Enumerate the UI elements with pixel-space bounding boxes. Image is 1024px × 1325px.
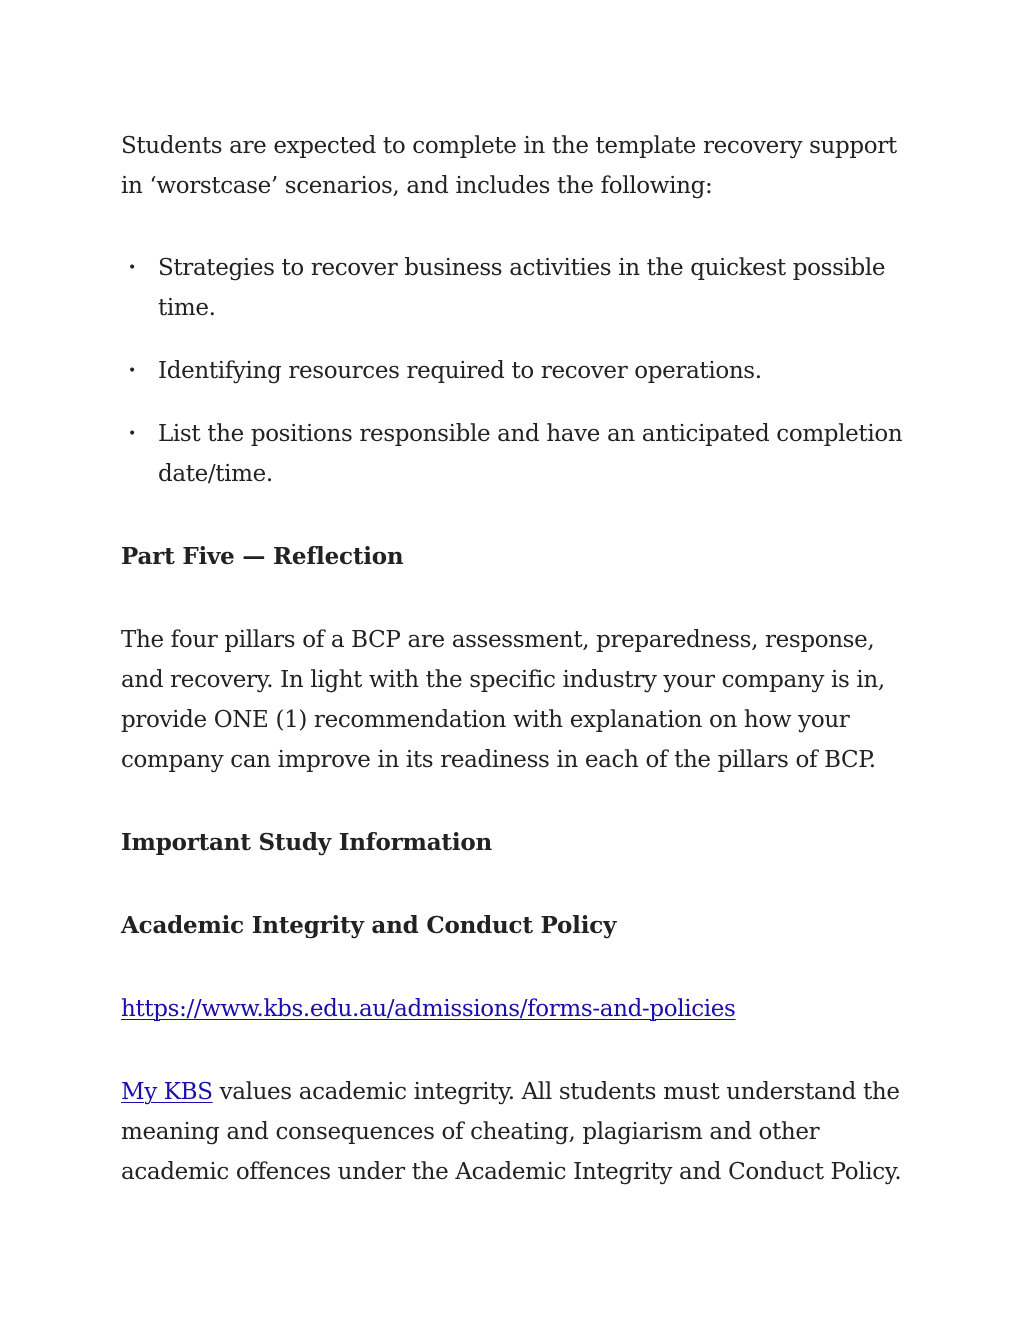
list-item-text: Identifying resources required to recover operations. (158, 358, 762, 384)
reflection-paragraph: The four pillars of a BCP are assessment, preparedness, response, and recovery. In light with the specific industry your company is in, provide ONE (1) recommendation with explanation on how your company can improve in its readiness in each of the pillars of BCP. (121, 627, 885, 773)
list-item-text: Strategies to recover business activities in the quickest possible time. (158, 255, 886, 321)
list-item-text: List the positions responsible and have an anticipated completion date/time. (158, 421, 903, 487)
bullet-icon: • (128, 260, 136, 276)
bullet-icon: • (128, 426, 136, 442)
closing-text: values academic integrity. All students must understand the meaning and consequences of cheating, plagiarism and other academic offences under the Academic Integrity and Conduct Policy. (121, 1079, 902, 1185)
policy-link-paragraph (121, 989, 911, 1029)
document-page (121, 126, 911, 1192)
my-kbs-link[interactable]: My KBS (121, 1079, 213, 1105)
list-item (121, 351, 911, 391)
part-five-heading: Part Five — Reflection (121, 543, 404, 570)
bullet-icon: • (128, 363, 136, 379)
closing-paragraph (121, 1072, 911, 1192)
policy-link[interactable]: https://www.kbs.edu.au/admissions/forms-and-policies (121, 996, 736, 1022)
study-information-heading: Important Study Information (121, 829, 493, 856)
intro-paragraph: Students are expected to complete in the template recovery support in ‘worstcase’ scenarios, and includes the following: (121, 133, 897, 199)
list-item (121, 414, 911, 494)
list-item (121, 248, 911, 328)
requirements-list (121, 248, 911, 494)
academic-integrity-heading: Academic Integrity and Conduct Policy (121, 912, 617, 939)
